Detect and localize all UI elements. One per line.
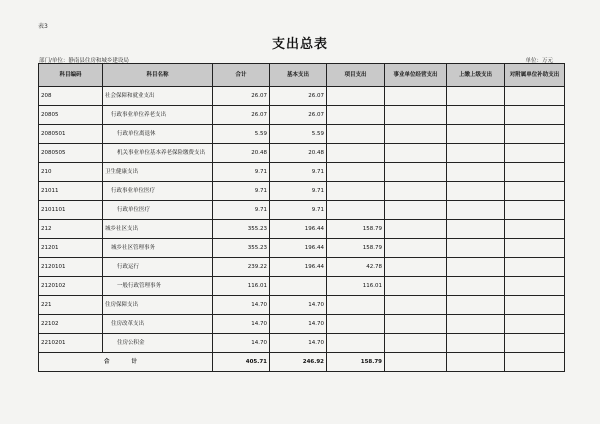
cell-business [385,258,447,277]
cell-code: 221 [39,296,103,315]
cell-subsidy [505,277,565,296]
cell-project [327,334,385,353]
table-row [39,277,565,296]
cell-superior [447,296,505,315]
cell-business [385,87,447,106]
cell-name: 社会保障和就业支出 [103,87,213,106]
cell-project [327,106,385,125]
cell-basic: 5.59 [270,125,327,144]
cell-code: 2120101 [39,258,103,277]
total-total: 405.71 [213,353,270,372]
cell-business [385,220,447,239]
cell-basic: 26.07 [270,87,327,106]
cell-business [385,182,447,201]
cell-subsidy [505,182,565,201]
cell-business [385,277,447,296]
cell-code: 22102 [39,315,103,334]
table-row [39,220,565,239]
cell-basic: 20.48 [270,144,327,163]
header-basic: 基本支出 [270,64,327,87]
cell-total: 116.01 [213,277,270,296]
cell-superior [447,87,505,106]
cell-project [327,201,385,220]
cell-business [385,334,447,353]
cell-basic [270,277,327,296]
department-label: 部门/单位：静南县住房和城乡建设局 [39,58,129,64]
cell-code: 210 [39,163,103,182]
cell-business [385,144,447,163]
cell-name: 一般行政管理事务 [103,277,213,296]
cell-name: 行政单位医疗 [103,201,213,220]
cell-subsidy [505,334,565,353]
cell-total: 9.71 [213,163,270,182]
cell-project: 116.01 [327,277,385,296]
cell-basic: 196.44 [270,258,327,277]
cell-name: 行政运行 [103,258,213,277]
cell-business [385,239,447,258]
unit-label: 单位：万元 [525,58,553,64]
cell-project: 158.79 [327,220,385,239]
page-label: 表3 [38,23,48,30]
cell-code: 2080505 [39,144,103,163]
cell-total: 14.70 [213,334,270,353]
cell-business [385,106,447,125]
cell-superior [447,277,505,296]
header-total: 合计 [213,64,270,87]
cell-project [327,315,385,334]
cell-basic: 14.70 [270,315,327,334]
cell-business [385,315,447,334]
header-business: 事业单位经营支出 [385,64,447,87]
cell-basic: 196.44 [270,239,327,258]
cell-business [385,201,447,220]
cell-basic: 14.70 [270,334,327,353]
total-business [385,353,447,372]
table-row [39,296,565,315]
cell-project: 158.79 [327,239,385,258]
cell-superior [447,125,505,144]
cell-name: 住房公积金 [103,334,213,353]
cell-code: 2120102 [39,277,103,296]
cell-superior [447,334,505,353]
cell-total: 26.07 [213,87,270,106]
table-row [39,182,565,201]
cell-basic: 9.71 [270,182,327,201]
header-row [39,64,565,87]
cell-subsidy [505,296,565,315]
cell-total: 355.23 [213,220,270,239]
expenditure-table [38,63,565,372]
cell-total: 26.07 [213,106,270,125]
page-title: 支出总表 [271,37,328,52]
cell-subsidy [505,201,565,220]
cell-name: 机关事业单位基本养老保险缴费支出 [103,144,213,163]
cell-code: 21011 [39,182,103,201]
header-superior: 上缴上级支出 [447,64,505,87]
cell-total: 20.48 [213,144,270,163]
cell-project [327,163,385,182]
table-row [39,163,565,182]
header-project: 项目支出 [327,64,385,87]
cell-subsidy [505,144,565,163]
total-superior [447,353,505,372]
cell-name: 住房保障支出 [103,296,213,315]
cell-project [327,182,385,201]
cell-name: 城乡社区管理事务 [103,239,213,258]
table-row [39,258,565,277]
cell-total: 9.71 [213,201,270,220]
header-subsidy: 对附属单位补助支出 [505,64,565,87]
cell-superior [447,201,505,220]
cell-subsidy [505,106,565,125]
cell-code: 2210201 [39,334,103,353]
cell-project: 42.78 [327,258,385,277]
cell-name: 城乡社区支出 [103,220,213,239]
cell-superior [447,182,505,201]
table-row [39,315,565,334]
cell-business [385,296,447,315]
cell-total: 14.70 [213,315,270,334]
cell-subsidy [505,163,565,182]
cell-superior [447,239,505,258]
cell-code: 2080501 [39,125,103,144]
cell-code: 21201 [39,239,103,258]
cell-superior [447,144,505,163]
total-basic: 246.92 [270,353,327,372]
total-label: 合 计 [39,353,213,372]
cell-business [385,163,447,182]
cell-superior [447,163,505,182]
total-row [39,353,565,372]
header-code: 科目编码 [39,64,103,87]
cell-basic: 9.71 [270,201,327,220]
cell-superior [447,258,505,277]
table-row [39,201,565,220]
cell-name: 行政事业单位养老支出 [103,106,213,125]
cell-name: 住房改革支出 [103,315,213,334]
total-subsidy [505,353,565,372]
cell-total: 5.59 [213,125,270,144]
cell-basic: 14.70 [270,296,327,315]
cell-subsidy [505,258,565,277]
cell-total: 14.70 [213,296,270,315]
cell-subsidy [505,315,565,334]
cell-project [327,87,385,106]
total-project: 158.79 [327,353,385,372]
cell-project [327,125,385,144]
table-row [39,106,565,125]
cell-code: 20805 [39,106,103,125]
cell-project [327,144,385,163]
table-row [39,125,565,144]
cell-total: 355.23 [213,239,270,258]
cell-superior [447,106,505,125]
cell-code: 2101101 [39,201,103,220]
cell-name: 行政单位离退休 [103,125,213,144]
cell-code: 212 [39,220,103,239]
table-row [39,334,565,353]
table-row [39,239,565,258]
cell-name: 行政事业单位医疗 [103,182,213,201]
cell-subsidy [505,239,565,258]
cell-basic: 196.44 [270,220,327,239]
cell-subsidy [505,87,565,106]
cell-total: 239.22 [213,258,270,277]
cell-project [327,296,385,315]
cell-basic: 26.07 [270,106,327,125]
table-row [39,87,565,106]
cell-business [385,125,447,144]
cell-name: 卫生健康支出 [103,163,213,182]
cell-superior [447,220,505,239]
cell-basic: 9.71 [270,163,327,182]
cell-total: 9.71 [213,182,270,201]
header-name: 科目名称 [103,64,213,87]
cell-subsidy [505,125,565,144]
cell-code: 208 [39,87,103,106]
table-row [39,144,565,163]
cell-subsidy [505,220,565,239]
cell-superior [447,315,505,334]
